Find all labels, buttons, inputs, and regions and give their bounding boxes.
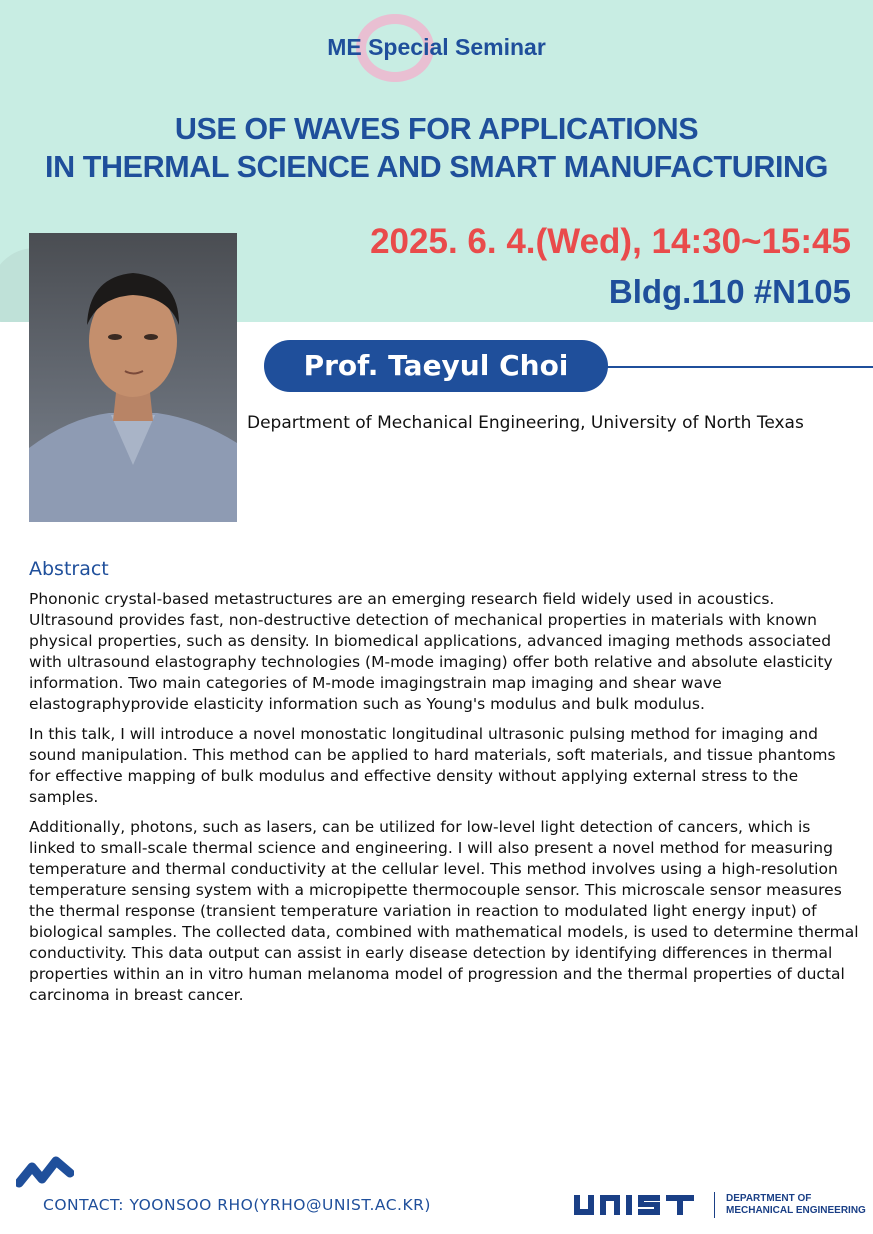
contact-info: CONTACT: YOONSOO RHO(YRHO@UNIST.AC.KR) [43, 1196, 431, 1214]
footer-logo-divider [714, 1192, 715, 1218]
seminar-title-line-1: USE OF WAVES FOR APPLICATIONS [174, 112, 699, 146]
seminar-datetime: 2025. 6. 4.(Wed), 14:30~15:45 [370, 222, 851, 261]
speaker-affiliation: Department of Mechanical Engineering, University of North Texas [247, 413, 804, 433]
speaker-divider-line [604, 366, 873, 368]
unist-logo [572, 1192, 702, 1222]
abstract-heading: Abstract [29, 558, 109, 580]
department-logo [726, 1193, 866, 1217]
abstract-paragraph-1: Phononic crystal-based metastructures are an emerging research field widely used in acoustics. Ultrasound provides fast, non-destructive detection of mechanical properties in materials with known physical properties, such as density. In biomedical applications, advanced imaging methods associated with ultrasound elastography technologies (M-mode imaging) offer both relative and absolute elasticity information. Two main categories of M-mode imagingstrain map imaging and shear wave elastographyprovide elasticity information such as Young's modulus and bulk modulus. [29, 590, 833, 713]
seminar-title [0, 110, 873, 186]
seminar-venue: Bldg.110 #N105 [608, 273, 851, 310]
abstract-body [29, 589, 859, 1015]
wave-logo-icon [16, 1155, 74, 1193]
speaker-photo [29, 233, 237, 522]
speaker-name-badge: Prof. Taeyul Choi [264, 340, 608, 392]
speaker-portrait-image [29, 233, 237, 522]
unist-wordmark [572, 1192, 702, 1218]
department-logo-line-2: MECHANICAL ENGINEERING [726, 1205, 866, 1216]
seminar-series-label: ME Special Seminar [327, 34, 546, 60]
abstract-paragraph-2: In this talk, I will introduce a novel monostatic longitudinal ultrasonic pulsing method for imaging and sound manipulation. This method can be applied to hard materials, soft materials, and tissue phantoms for effective mapping of bulk modulus and effective density without applying external stress to the samples. [29, 725, 836, 806]
abstract-paragraph-3: Additionally, photons, such as lasers, can be utilized for low-level light detection of cancers, which is linked to small-scale thermal science and engineering. I will also present a novel method for measuring temperature and thermal conductivity at the cellular level. This method involves using a high-resolution temperature sensing system with a micropipette thermocouple sensor. This microscale sensor measures the thermal response (transient temperature variation in reaction to modulated light energy input) of biological samples. The collected data, combined with mathematical models, is used to determine thermal conductivity. This data output can assist in early disease detection by identifying differences in thermal properties within an in vitro human melanoma model of progression and the thermal properties of ductal carcinoma in breast cancer. [29, 818, 859, 1004]
department-logo-line-1: DEPARTMENT OF [726, 1193, 812, 1204]
seminar-title-line-2: IN THERMAL SCIENCE AND SMART MANUFACTURING [45, 150, 828, 184]
